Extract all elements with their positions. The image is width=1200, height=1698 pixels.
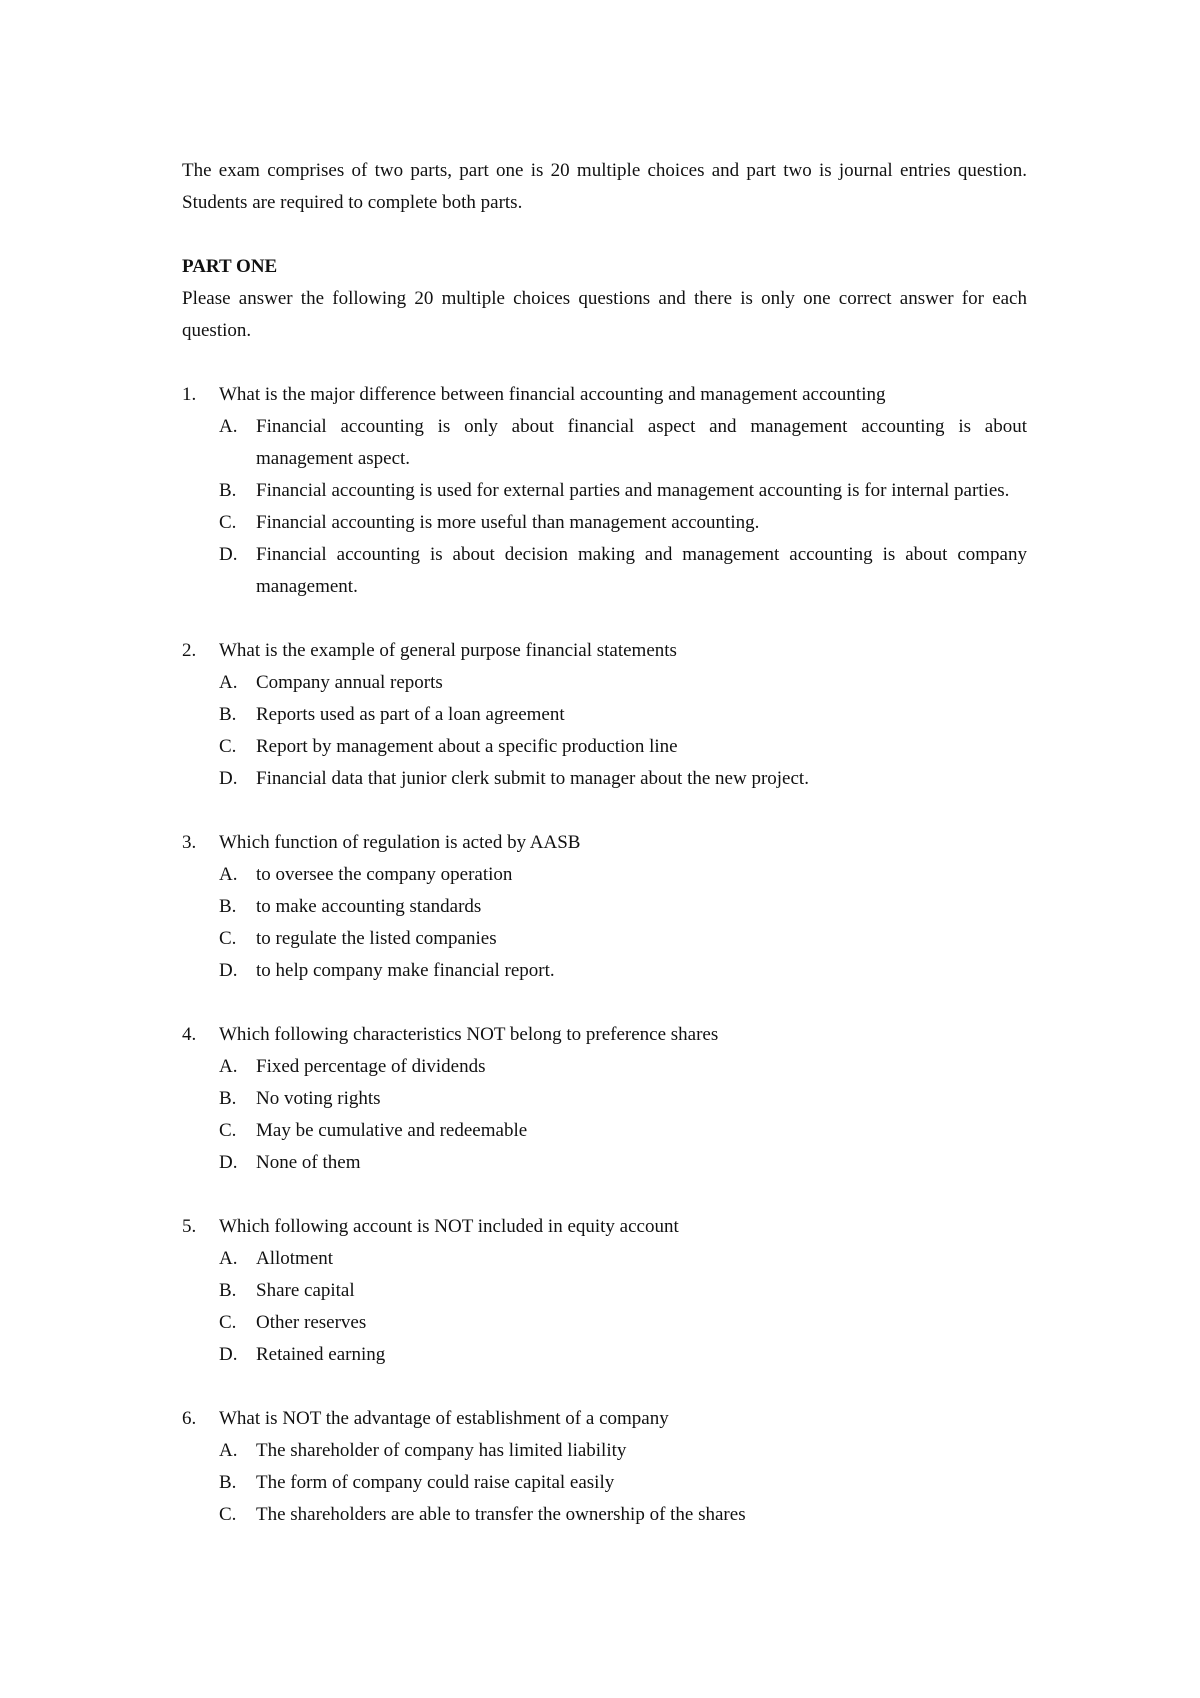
- option-text: Fixed percentage of dividends: [256, 1056, 486, 1077]
- question-number: 6.: [182, 1408, 197, 1429]
- option-letter: D.: [219, 768, 238, 789]
- option-letter: A.: [219, 864, 238, 885]
- answer-option: [219, 955, 1027, 987]
- option-text: The form of company could raise capital easily: [256, 1472, 615, 1493]
- answer-option: [219, 1499, 1027, 1531]
- option-letter: B.: [219, 1088, 237, 1109]
- answer-option: [219, 667, 1027, 699]
- option-letter: D.: [219, 544, 238, 565]
- question-number: 2.: [182, 640, 197, 661]
- option-letter: B.: [219, 1472, 237, 1493]
- question-4: [182, 1019, 1027, 1179]
- option-text: The shareholders are able to transfer the ownership of the shares: [256, 1504, 746, 1525]
- question-text: What is the example of general purpose financial statements: [219, 640, 677, 661]
- answer-option: [219, 763, 1027, 795]
- question-3: [182, 827, 1027, 987]
- question-text: Which following characteristics NOT belong to preference shares: [219, 1024, 719, 1045]
- option-text: None of them: [256, 1152, 361, 1173]
- answer-options: [182, 1051, 1027, 1179]
- question-text: Which following account is NOT included in equity account: [219, 1216, 679, 1237]
- option-text: to help company make financial report.: [256, 960, 555, 981]
- question-stem: [182, 1019, 1027, 1051]
- option-letter: B.: [219, 704, 237, 725]
- exam-page: [182, 155, 1027, 1563]
- option-text: Financial accounting is more useful than management accounting.: [256, 512, 760, 533]
- option-text: Report by management about a specific production line: [256, 736, 678, 757]
- answer-options: [182, 667, 1027, 795]
- option-letter: D.: [219, 1344, 238, 1365]
- part-one-instructions: Please answer the following 20 multiple choices questions and there is only one correct answer for each question.: [182, 288, 1027, 341]
- answer-option: [219, 1275, 1027, 1307]
- answer-options: [182, 859, 1027, 987]
- exam-intro: The exam comprises of two parts, part one is 20 multiple choices and part two is journal entries question. Students are required to complete both parts.: [182, 160, 1027, 213]
- question-stem: [182, 1211, 1027, 1243]
- option-text: Other reserves: [256, 1312, 367, 1333]
- answer-option: [219, 1083, 1027, 1115]
- question-list: [182, 379, 1027, 1531]
- option-letter: C.: [219, 1120, 237, 1141]
- option-letter: C.: [219, 928, 237, 949]
- option-letter: B.: [219, 480, 237, 501]
- option-letter: A.: [219, 672, 238, 693]
- option-text: Company annual reports: [256, 672, 443, 693]
- question-text: What is NOT the advantage of establishment of a company: [219, 1408, 669, 1429]
- option-text: Financial accounting is about decision making and management accounting is about company management.: [256, 544, 1027, 597]
- answer-option: [219, 923, 1027, 955]
- question-6: [182, 1403, 1027, 1531]
- option-letter: A.: [219, 416, 238, 437]
- option-letter: A.: [219, 1440, 238, 1461]
- option-letter: C.: [219, 736, 237, 757]
- option-text: to oversee the company operation: [256, 864, 513, 885]
- question-number: 3.: [182, 832, 197, 853]
- option-text: Allotment: [256, 1248, 334, 1269]
- question-stem: [182, 635, 1027, 667]
- option-letter: C.: [219, 512, 237, 533]
- option-letter: B.: [219, 896, 237, 917]
- question-number: 5.: [182, 1216, 197, 1237]
- question-text: What is the major difference between financial accounting and management accounting: [219, 384, 886, 405]
- option-text: to regulate the listed companies: [256, 928, 497, 949]
- option-letter: D.: [219, 960, 238, 981]
- answer-option: [219, 1051, 1027, 1083]
- answer-option: [219, 859, 1027, 891]
- answer-options: [182, 1435, 1027, 1531]
- answer-option: [219, 1307, 1027, 1339]
- option-text: May be cumulative and redeemable: [256, 1120, 528, 1141]
- answer-option: [219, 1435, 1027, 1467]
- answer-option: [219, 731, 1027, 763]
- option-letter: A.: [219, 1056, 238, 1077]
- option-letter: D.: [219, 1152, 238, 1173]
- question-stem: [182, 379, 1027, 411]
- option-letter: C.: [219, 1504, 237, 1525]
- option-letter: A.: [219, 1248, 238, 1269]
- question-stem: [182, 1403, 1027, 1435]
- option-text: Financial accounting is only about financial aspect and management accounting is about management aspect.: [256, 416, 1027, 469]
- answer-option: [219, 699, 1027, 731]
- question-5: [182, 1211, 1027, 1371]
- question-number: 1.: [182, 384, 197, 405]
- answer-option: [219, 1147, 1027, 1179]
- question-text: Which function of regulation is acted by AASB: [219, 832, 581, 853]
- answer-option: [219, 891, 1027, 923]
- option-text: Retained earning: [256, 1344, 386, 1365]
- answer-option: [219, 475, 1027, 507]
- option-text: No voting rights: [256, 1088, 381, 1109]
- question-2: [182, 635, 1027, 795]
- option-letter: B.: [219, 1280, 237, 1301]
- answer-option: [219, 1467, 1027, 1499]
- option-text: Share capital: [256, 1280, 355, 1301]
- question-1: [182, 379, 1027, 603]
- answer-option: [219, 1115, 1027, 1147]
- answer-option: [219, 507, 1027, 539]
- answer-option: [219, 411, 1027, 475]
- option-text: to make accounting standards: [256, 896, 482, 917]
- option-text: The shareholder of company has limited liability: [256, 1440, 627, 1461]
- question-number: 4.: [182, 1024, 197, 1045]
- answer-option: [219, 1339, 1027, 1371]
- answer-option: [219, 1243, 1027, 1275]
- answer-option: [219, 539, 1027, 603]
- part-one-heading: PART ONE: [182, 256, 278, 277]
- answer-options: [182, 411, 1027, 603]
- option-text: Financial data that junior clerk submit to manager about the new project.: [256, 768, 809, 789]
- option-text: Reports used as part of a loan agreement: [256, 704, 565, 725]
- option-letter: C.: [219, 1312, 237, 1333]
- question-stem: [182, 827, 1027, 859]
- answer-options: [182, 1243, 1027, 1371]
- option-text: Financial accounting is used for external parties and management accounting is for internal parties.: [256, 480, 1010, 501]
